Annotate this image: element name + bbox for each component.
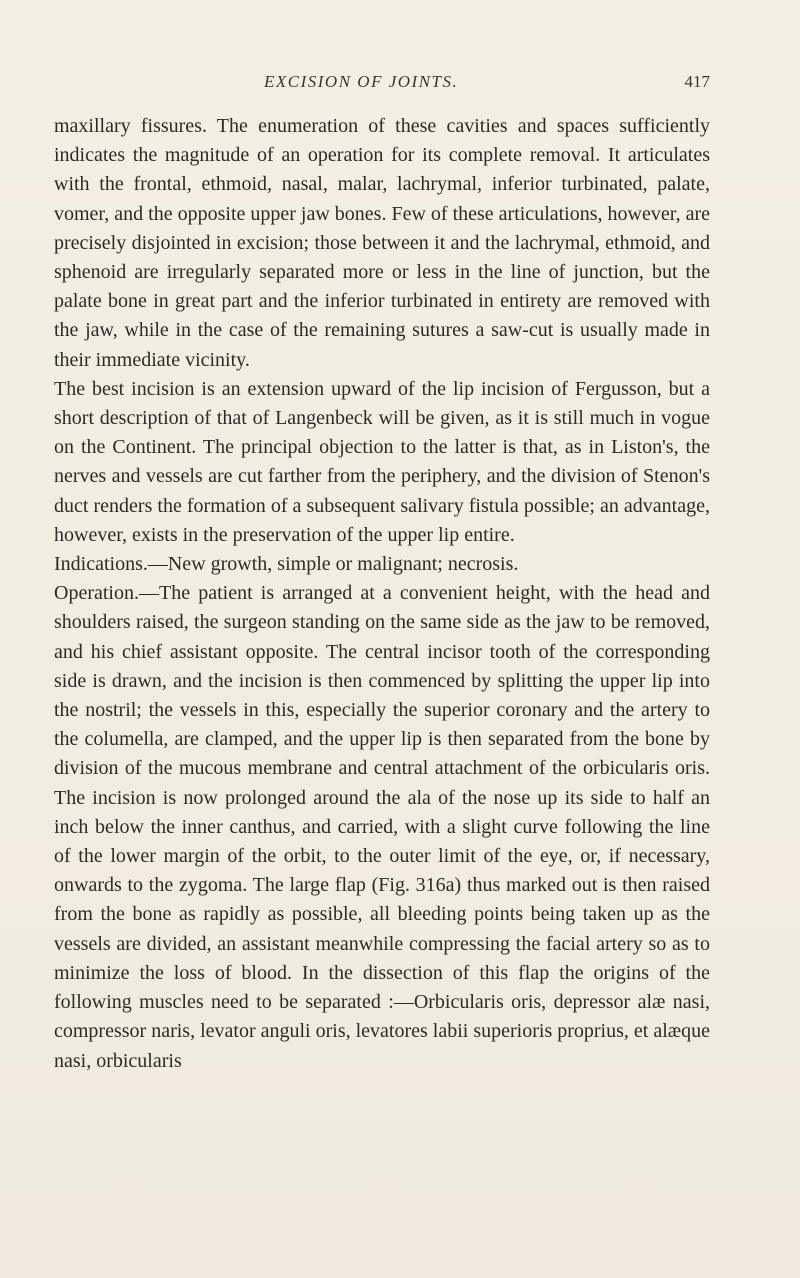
paragraph-maxillary: maxillary fissures. The enumeration of these cavities and spaces sufficiently indicates the magnitude of an operation for its complete removal. It articulates with the frontal, ethmoid, nasal, malar, lachrymal, inferior turbinated, palate, vomer, and the opposite upper jaw bones. Few of these articulations, however, are precisely disjointed in excision; those between it and the lachrymal, ethmoid, and sphenoid are irregularly separated more or less in the line of junction, but the palate bone in great part and the inferior turbinated in entirety are removed with the jaw, while in the case of the remaining sutures a saw-cut is usually made in their immediate vicinity. — [54, 115, 710, 371]
paragraph-best-incision: The best incision is an extension upward of the lip incision of Fergusson, but a short description of that of Langenbeck will be given, as it is still much in vogue on the Continent. The principal objection to the latter is that, as in Liston's, the nerves and vessels are cut farther from the periphery, and the division of Stenon's duct renders the formation of a subsequent salivary fistula possible; an advantage, however, exists in the preservation of the upper lip entire. — [54, 377, 710, 546]
running-head — [54, 72, 710, 102]
body-text — [54, 112, 710, 1076]
running-title: EXCISION OF JOINTS. — [264, 72, 459, 91]
paragraph-operation: Operation.—The patient is arranged at a convenient height, with the head and shoulders raised, the surgeon standing on the same side as the jaw to be removed, and his chief assistant opposite. The central incisor tooth of the corresponding side is drawn, and the incision is then commenced by splitting the upper lip into the nostril; the vessels in this, especially the superior coronary and the artery to the columella, are clamped, and the upper lip is then separated from the bone by division of the mucous membrane and central attachment of the orbicularis oris. The incision is now prolonged around the ala of the nose up its side to half an inch below the inner canthus, and carried, with a slight curve following the line of the lower margin of the orbit, to the outer limit of the eye, or, if necessary, onwards to the zygoma. The large flap (Fig. 316a) thus marked out is then raised from the bone as rapidly as possible, all bleeding points being taken up as the vessels are divided, an assistant meanwhile compressing the facial artery so as to minimize the loss of blood. In the dissection of this flap the origins of the following muscles need to be separated :—Orbicularis oris, depressor alæ nasi, compressor naris, levator anguli oris, levatores labii superioris proprius, et alæque nasi, orbicularis — [54, 582, 710, 1072]
page-number: 417 — [684, 72, 710, 91]
paragraph-indications: Indications.—New growth, simple or malignant; necrosis. — [54, 553, 519, 576]
